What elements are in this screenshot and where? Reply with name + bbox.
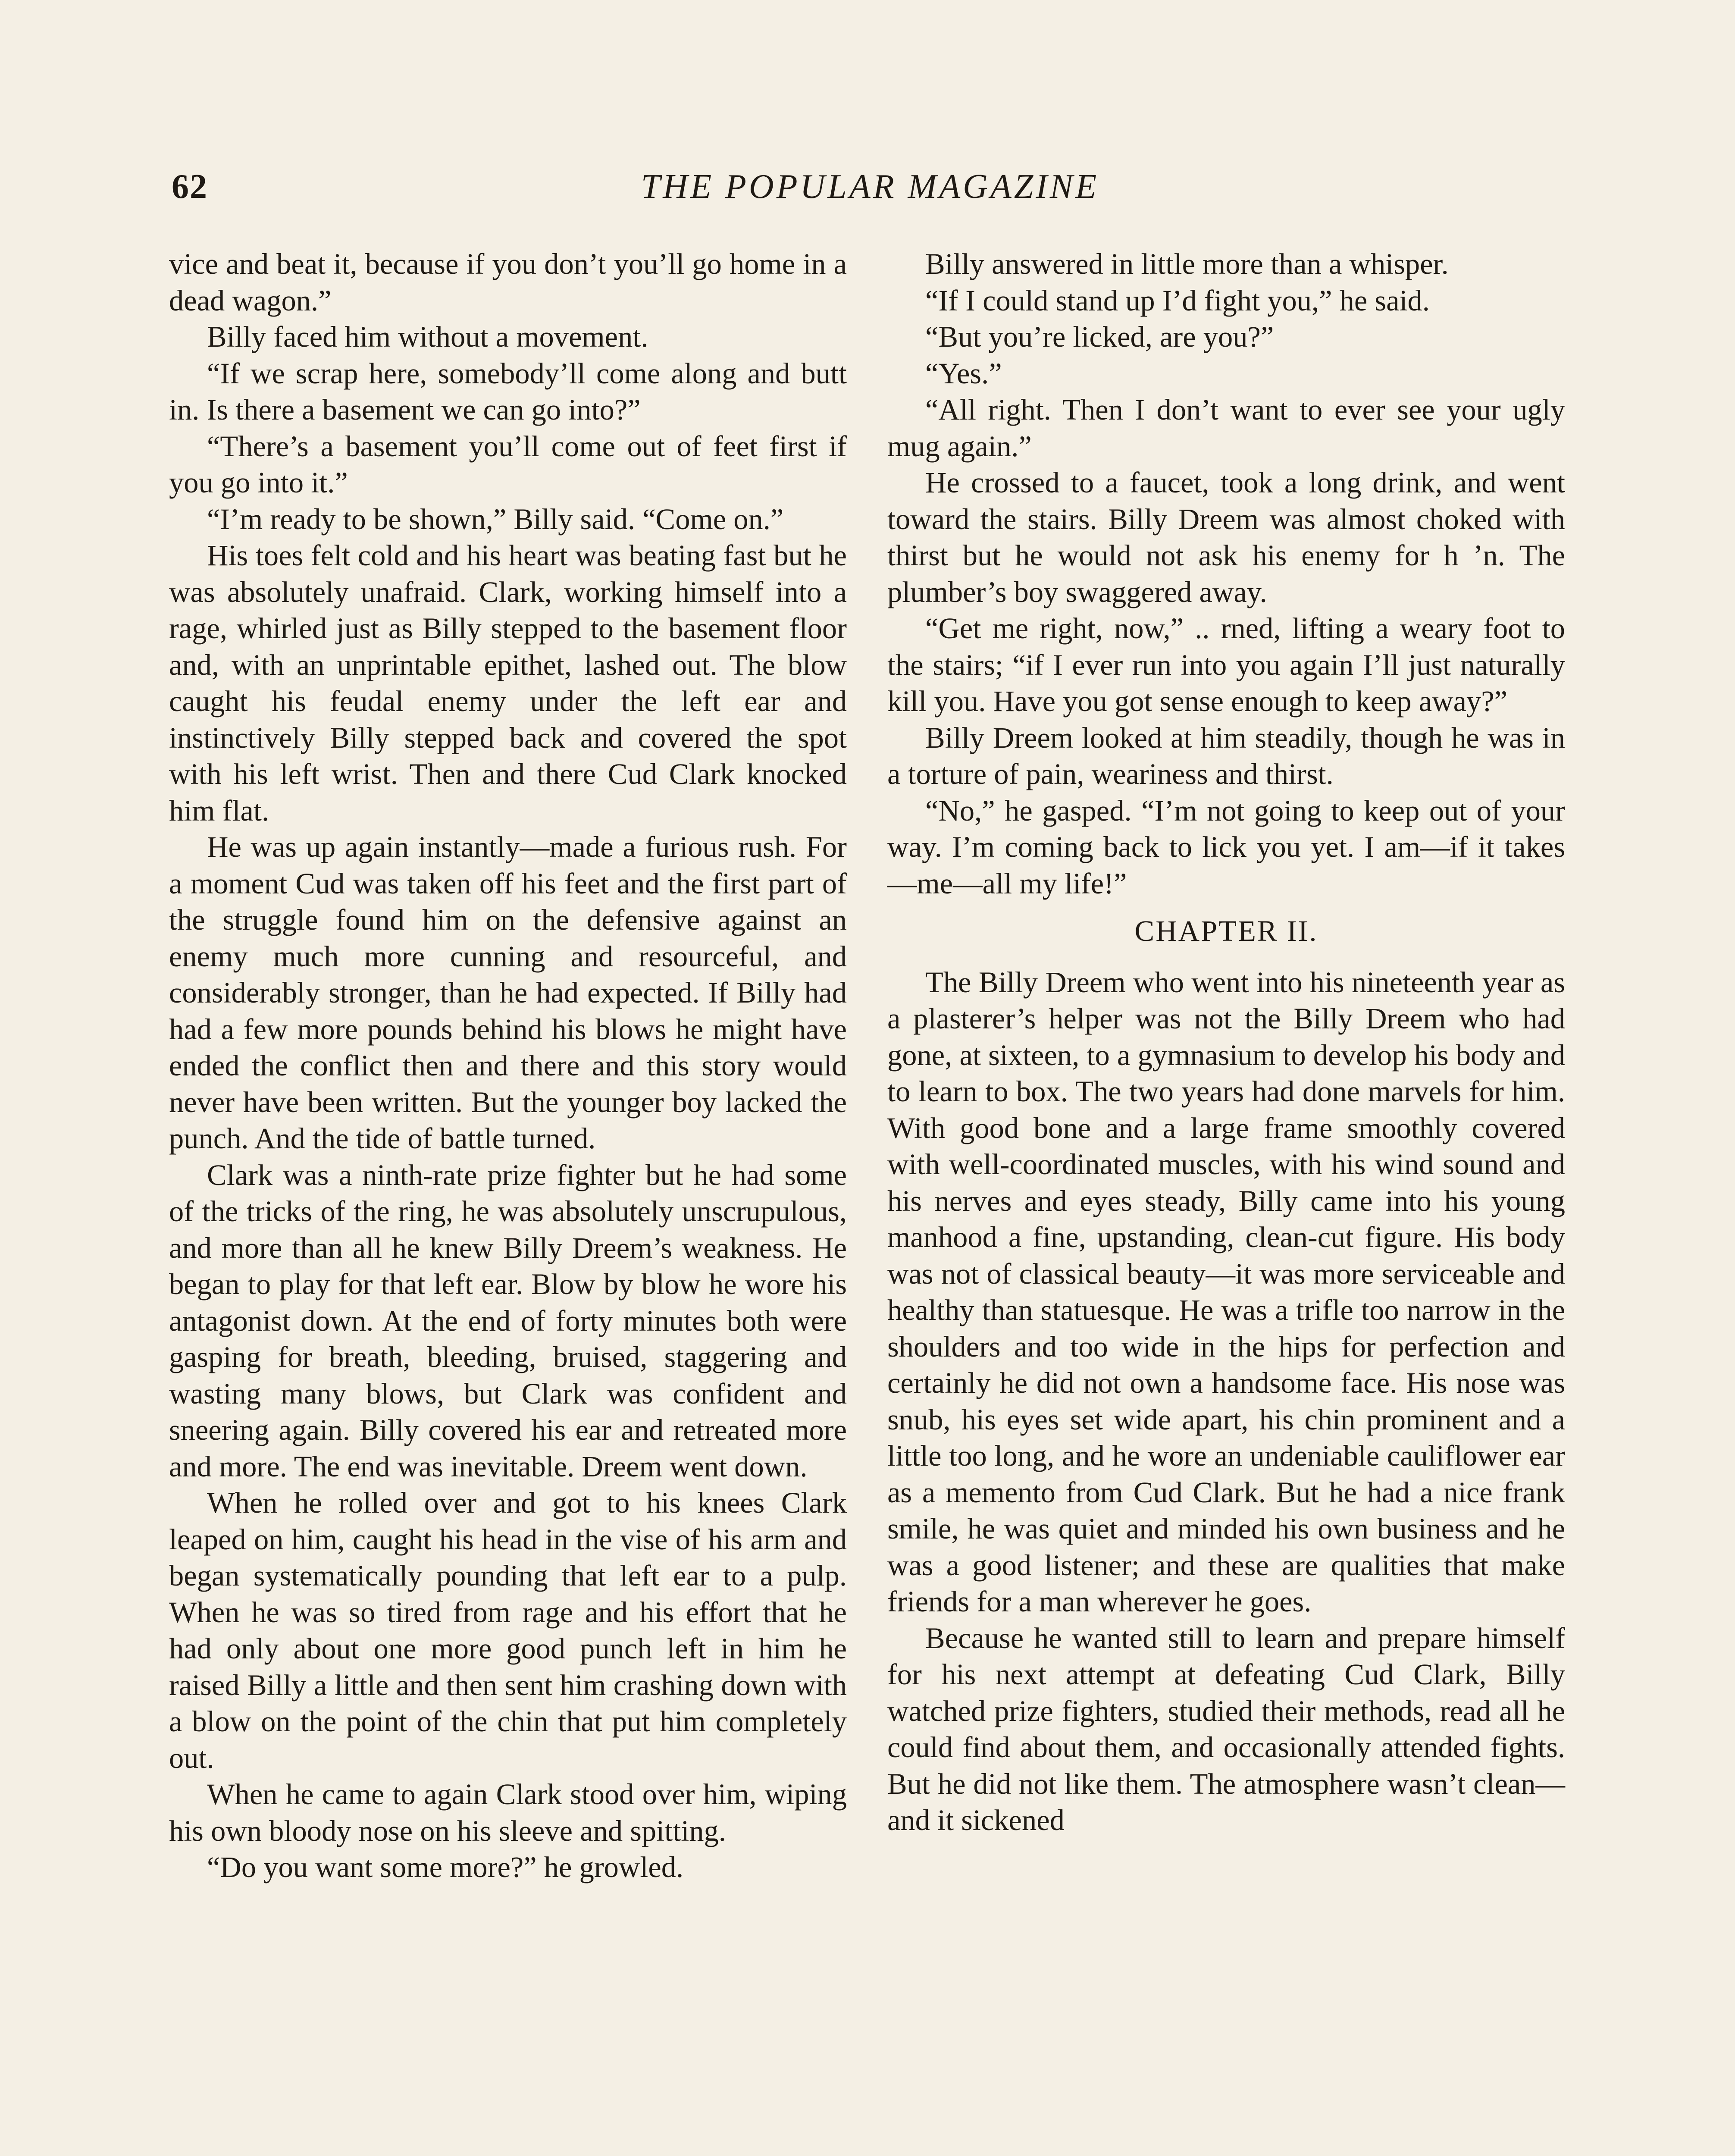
page-number: 62 — [172, 168, 208, 206]
paragraph: “No,” he gasped. “I’m not going to keep out of your way. I’m coming back to lick you yet. I am—if it takes—me—all my life!” — [887, 794, 1565, 900]
paragraph: “I’m ready to be shown,” Billy said. “Come on.” — [207, 502, 784, 536]
paragraph: “Yes.” — [925, 357, 1002, 390]
paragraph: He was up again instantly—made a furious rush. For a moment Cud was taken off his feet and the first part of the struggle found him on the defensive against an enemy much more cunning and resourceful, and considerably stronger, than he had expected. If Billy had had a few more pounds behind his blows he might have ended the conflict then and there and this story would never have been written. But the younger boy lacked the punch. And the tide of battle turned. — [169, 830, 847, 1155]
paragraph: “Get me right, now,” .. rned, lifting a weary foot to the stairs; “if I ever run into you again I’ll just naturally kill you. Have you got sense enough to keep away?” — [887, 612, 1565, 718]
paragraph: vice and beat it, because if you don’t you’ll go home in a dead wagon.” — [169, 248, 847, 317]
paragraph: “But you’re licked, are you?” — [925, 320, 1274, 353]
paragraph: “Do you want some more?” he growled. — [207, 1851, 684, 1883]
right-column — [887, 246, 1565, 1839]
paragraph: Billy faced him without a movement. — [207, 320, 648, 353]
running-title: THE POPULAR MAGAZINE — [641, 168, 1099, 206]
paragraph: The Billy Dreem who went into his nineteenth year as a plasterer’s helper was not the Billy Dreem who had gone, at sixteen, to a gymnasium to develop his body and to learn to box. The two years had done marvels for him. With good bone and a large frame smoothly covered with well-coordinated muscles, with his wind sound and his nerves and eyes steady, Billy came into his young manhood a fine, upstanding, clean-cut figure. His body was not of classical beauty—it was more serviceable and healthy than statuesque. He was a trifle too narrow in the shoulders and too wide in the hips for perfection and certainly he did not own a handsome face. His nose was snub, his eyes set wide apart, his chin prominent and a little too long, and he wore an undeniable cauliflower ear as a memento from Cud Clark. But he had a nice frank smile, he was quiet and minded his own business and he was a good listener; and these are qualities that make friends for a man wherever he goes. — [887, 965, 1565, 1618]
paragraph: “If I could stand up I’d fight you,” he said. — [925, 284, 1430, 317]
paragraph: “If we scrap here, somebody’ll come along and butt in. Is there a basement we can go into?” — [169, 357, 847, 426]
left-column — [169, 246, 847, 1886]
paragraph: “All right. Then I don’t want to ever see your ugly mug again.” — [887, 393, 1565, 463]
paragraph: He crossed to a faucet, took a long drink, and went toward the stairs. Billy Dreem was almost choked with thirst but he would not ask his enemy for h ’n. The plumber’s boy swaggered away. — [887, 466, 1565, 608]
paragraph: His toes felt cold and his heart was beating fast but he was absolutely unafraid. Clark, working himself into a rage, whirled just as Billy stepped to the basement floor and, with an unprintable epithet, lashed out. The blow caught his feudal enemy under the left ear and instinctively Billy stepped back and covered the spot with his left wrist. Then and there Cud Clark knocked him flat. — [169, 539, 847, 827]
paragraph: Because he wanted still to learn and prepare himself for his next attempt at defeating Cud Clark, Billy watched prize fighters, studied their methods, read all he could find about them, and occasionally attended fights. But he did not like them. The atmosphere wasn’t clean—and it sickened — [887, 1621, 1565, 1836]
paragraph: Billy Dreem looked at him steadily, though he was in a torture of pain, weariness and thirst. — [887, 721, 1565, 790]
paragraph: “There’s a basement you’ll come out of feet first if you go into it.” — [169, 429, 847, 499]
paragraph: Clark was a ninth-rate prize fighter but he had some of the tricks of the ring, he was absolutely unscrupulous, and more than all he knew Billy Dreem’s weakness. He began to play for that left ear. Blow by blow he wore his antagonist down. At the end of forty minutes both were gasping for breath, bleeding, bruised, staggering and wasting many blows, but Clark was confident and sneering again. Billy covered his ear and retreated more and more. The end was inevitable. Dreem went down. — [169, 1158, 847, 1483]
paragraph: When he rolled over and got to his knees Clark leaped on him, caught his head in the vise of his arm and began systematically pounding that left ear to a pulp. When he was so tired from rage and his effort that he had only about one more good punch left in him he raised Billy a little and then sent him crashing down with a blow on the point of the chin that put him completely out. — [169, 1486, 847, 1774]
running-header — [172, 167, 1569, 215]
paragraph: Billy answered in little more than a whisper. — [925, 248, 1449, 280]
chapter-heading: CHAPTER II. — [1134, 915, 1318, 947]
paragraph: When he came to again Clark stood over him, wiping his own bloody nose on his sleeve and spitting. — [169, 1778, 847, 1847]
